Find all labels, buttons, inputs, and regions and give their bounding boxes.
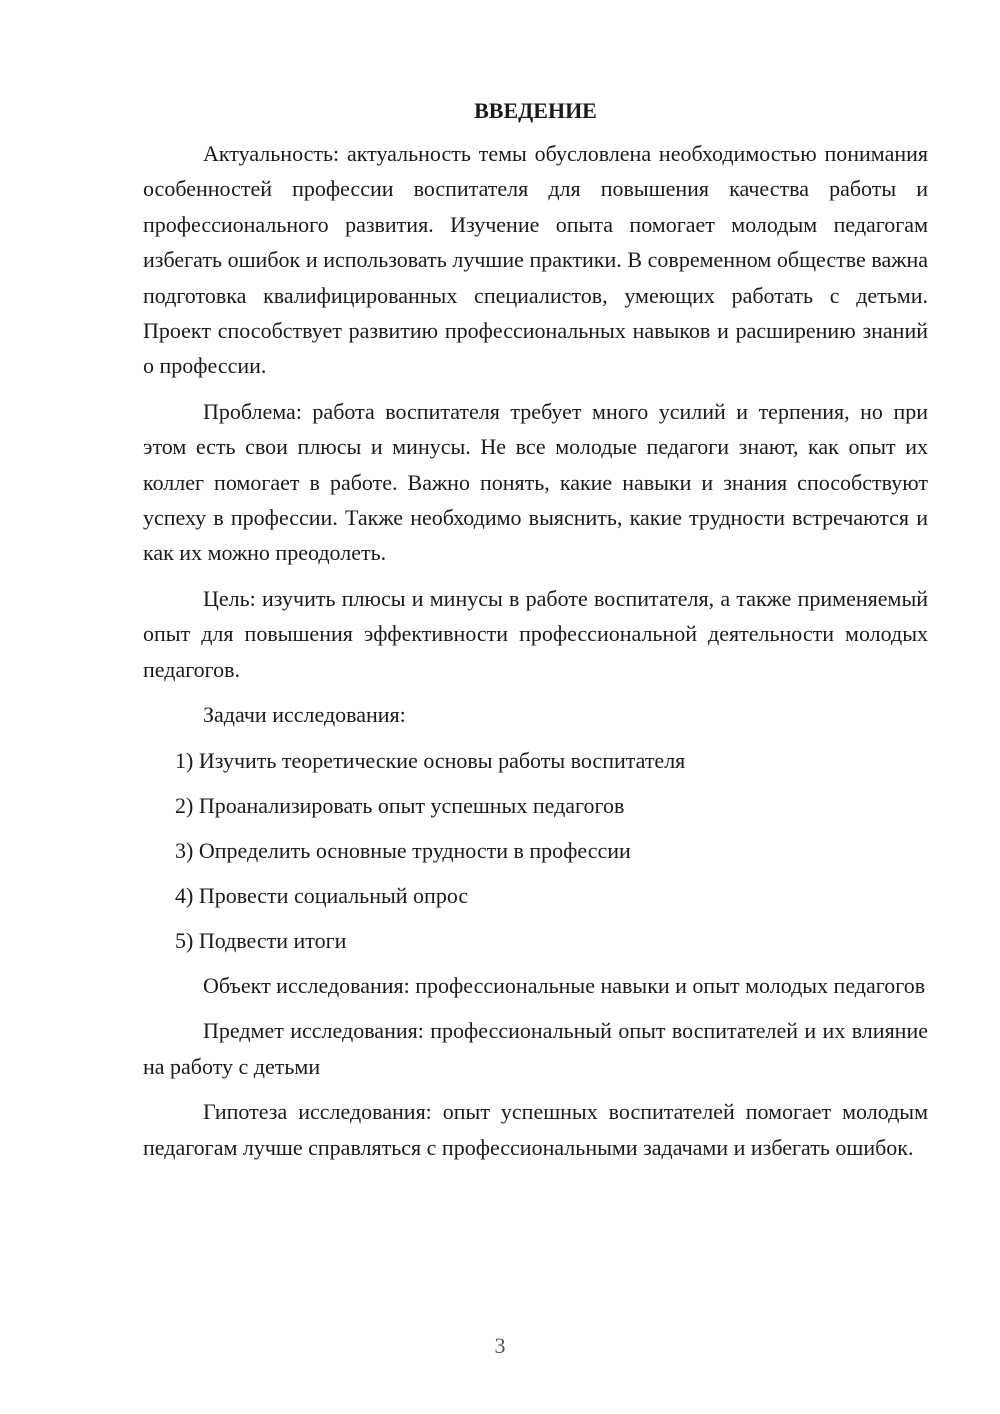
relevance-paragraph: Актуальность: актуальность темы обусловлена необходимостью понимания особенностей профессии воспитателя для повышения качества работы и профессионального развития. Изучение опыта помогает молодым педагогам избегать ошибок и использовать лучшие практики. В современном обществе важна подготовка квалифицированных специалистов, умеющих работать с детьми. Проект способствует развитию профессиональных навыков и расширению знаний о профессии. [143, 141, 928, 379]
task-item-5: 5) Подвести итоги [175, 927, 347, 953]
tasks-heading: Задачи исследования: [203, 702, 406, 728]
hypothesis-paragraph: Гипотеза исследования: опыт успешных воспитателей помогает молодым педагогам лучше справляться с профессиональными задачами и избегать ошибок. [143, 1099, 928, 1160]
task-item-1: 1) Изучить теоретические основы работы воспитателя [175, 747, 686, 773]
problem-paragraph: Проблема: работа воспитателя требует много усилий и терпения, но при этом есть свои плюсы и минусы. Не все молодые педагоги знают, как опыт их коллег помогает в работе. Важно понять, какие навыки и знания способствуют успеху в профессии. Также необходимо выяснить, какие трудности встречаются и как их можно преодолеть. [143, 398, 928, 566]
subject-paragraph: Предмет исследования: профессиональный опыт воспитателей и их влияние на работу с детьми [143, 1018, 928, 1079]
goal-paragraph: Цель: изучить плюсы и минусы в работе воспитателя, а также применяемый опыт для повышения эффективности профессиональной деятельности молодых педагогов. [143, 585, 928, 682]
task-item-2: 2) Проанализировать опыт успешных педагогов [175, 792, 625, 818]
document-page [143, 96, 928, 1175]
page-title: ВВЕДЕНИЕ [474, 98, 597, 123]
task-item-4: 4) Провести социальный опрос [175, 882, 469, 908]
tasks-list [143, 743, 928, 958]
task-item-3: 3) Определить основные трудности в профессии [175, 837, 631, 863]
page-number: 3 [494, 1333, 506, 1358]
object-paragraph: Объект исследования: профессиональные навыки и опыт молодых педагогов [203, 972, 926, 998]
